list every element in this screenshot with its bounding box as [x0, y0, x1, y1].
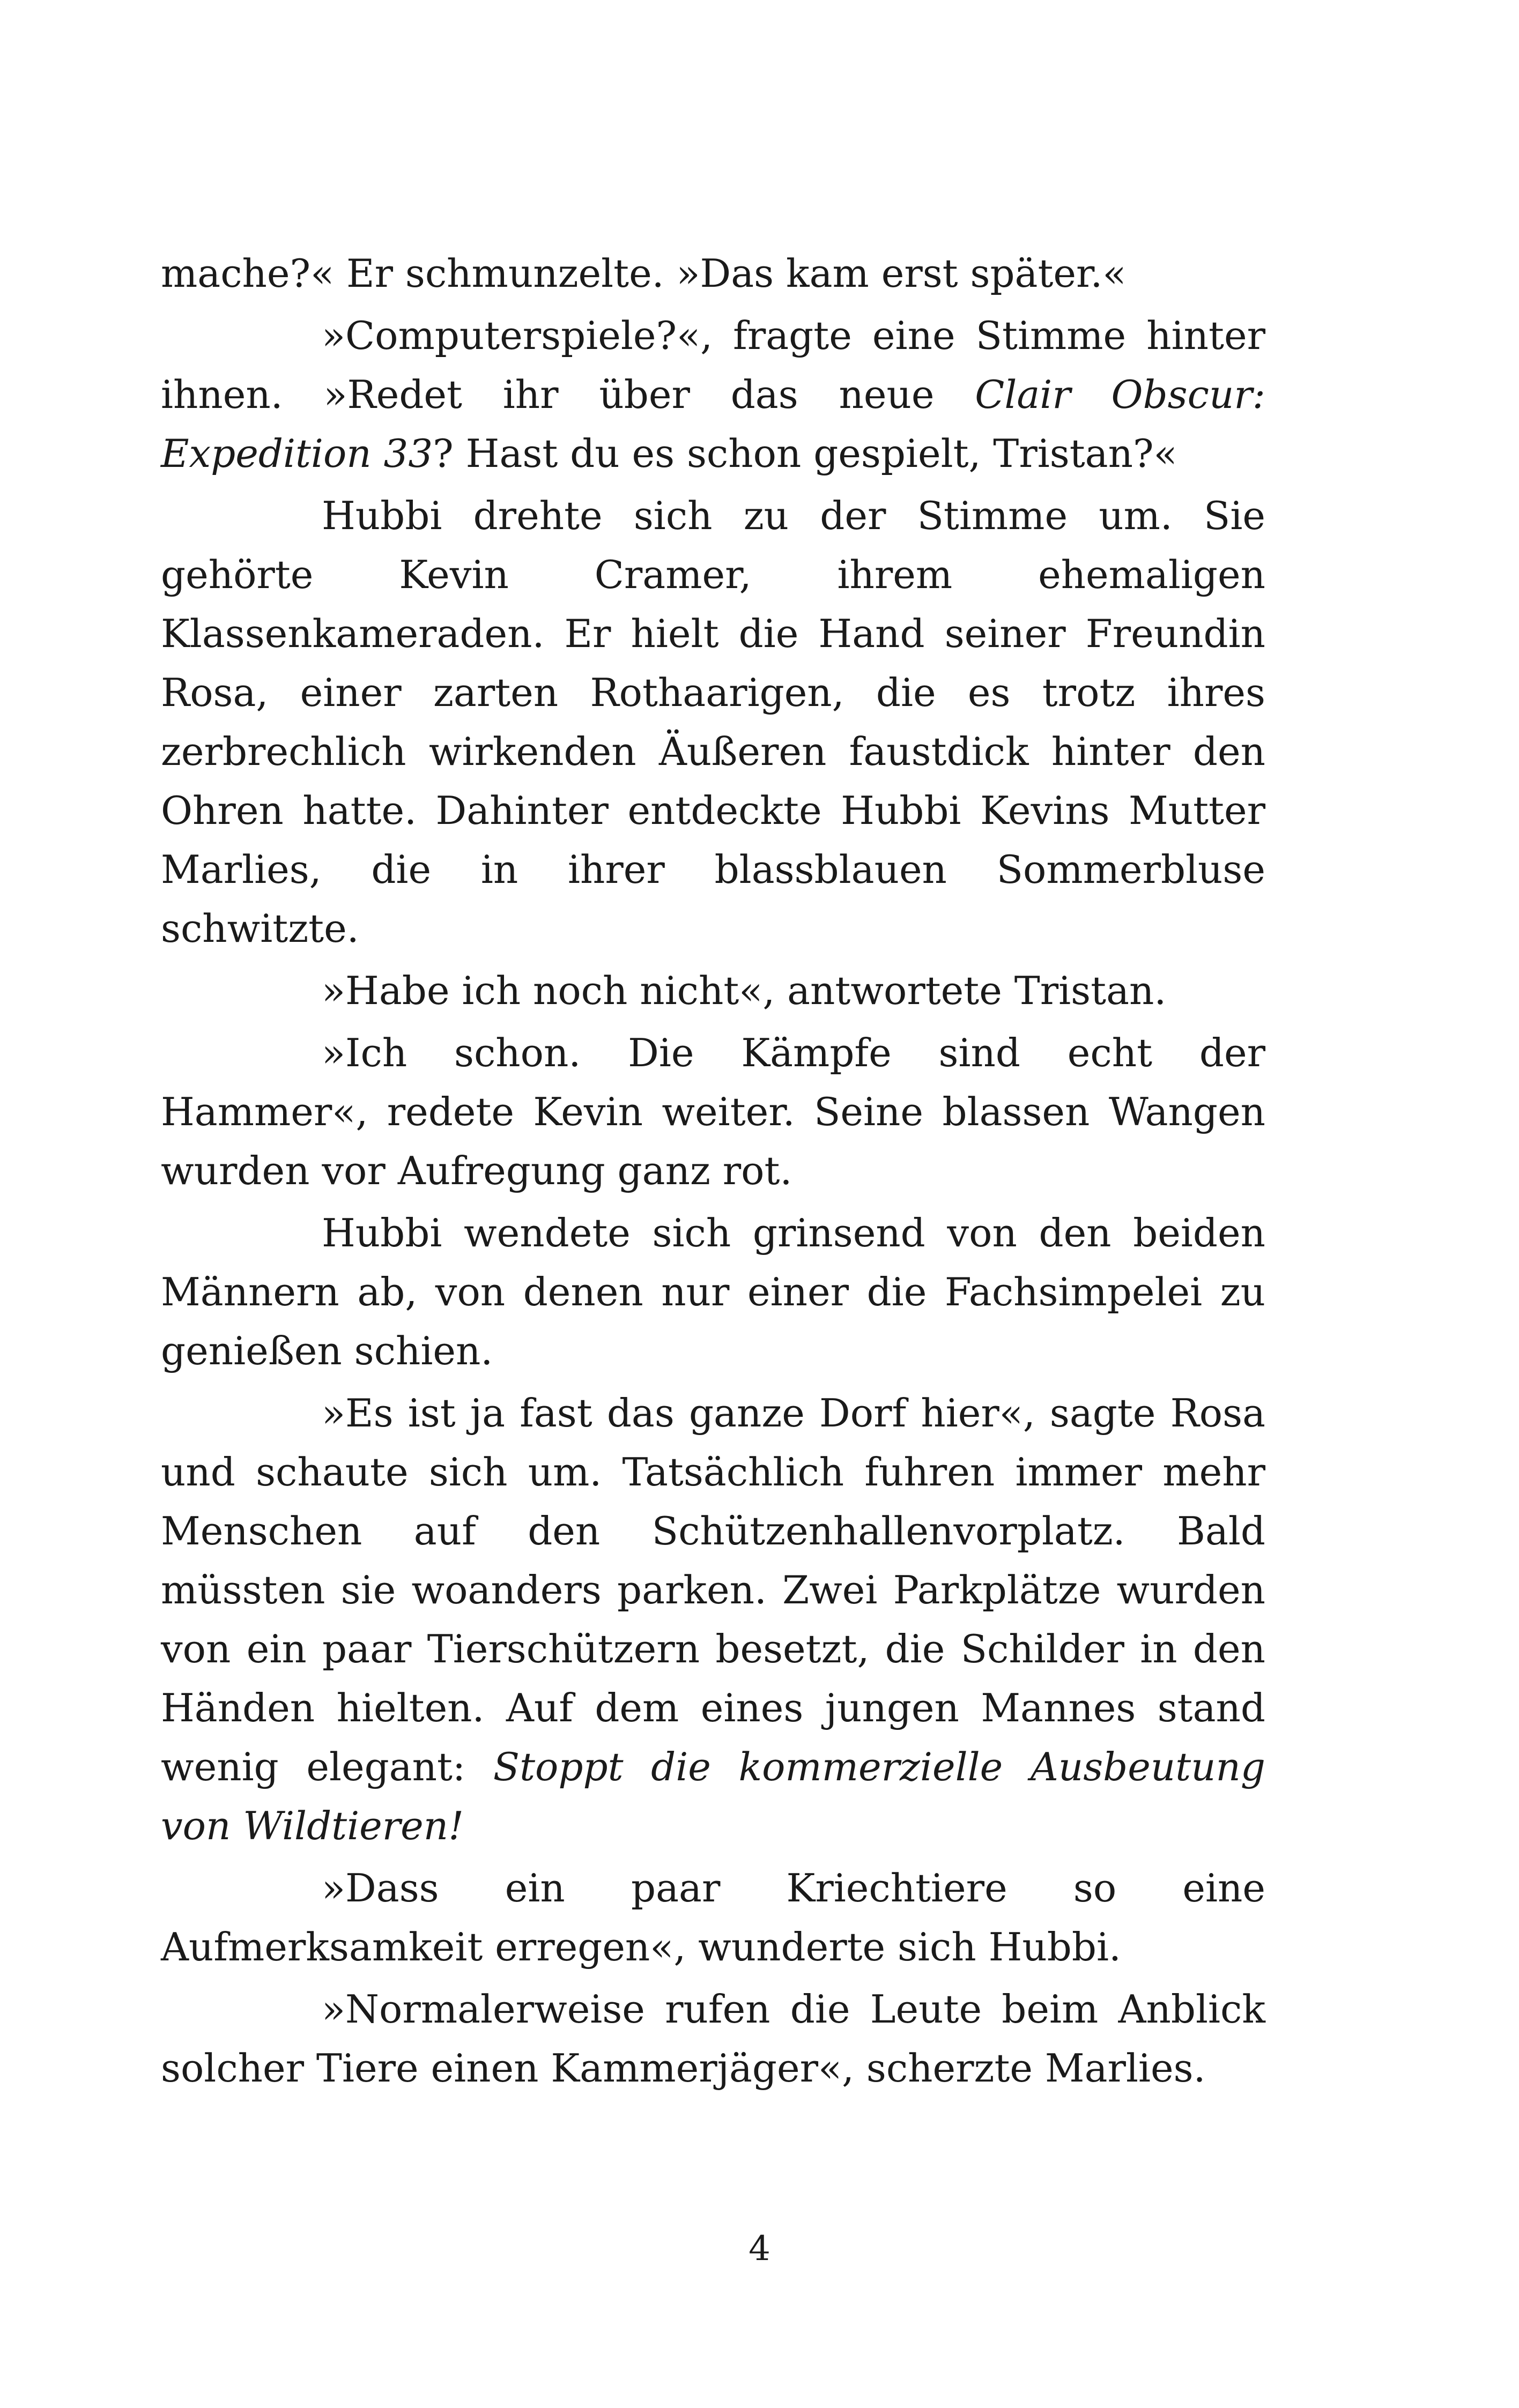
paragraph-2-italic-title: Clair Obscur: Expedition 33: [161, 372, 1265, 476]
paragraph-4: [161, 961, 1265, 1020]
paragraph-2-text-1: »Computerspiele?«, fragte eine Stimme hinter ihnen. »Redet ihr über das neue: [161, 313, 1265, 417]
paragraph-9-text-1: »Normalerweise rufen die Leute beim Anblick solcher Tiere einen Kammerjäger«, scherzte Marlies.: [161, 1987, 1265, 2091]
page-number: 4: [749, 2229, 770, 2269]
paragraph-9: [161, 1980, 1265, 2098]
paragraph-7: [161, 1384, 1265, 1855]
paragraph-3-text-1: Hubbi drehte sich zu der Stimme um. Sie gehörte Kevin Cramer, ihrem ehemaligen Klassenkameraden. Er hielt die Hand seiner Freundin Rosa, einer zarten Rothaarigen, die es trotz ihres zerbrechlich wirkenden Äußeren faustdick hinter den Ohren hatte. Dahinter entdeckte Hubbi Kevins Mutter Marlies, die in ihrer blassblauen Sommerbluse schwitzte.: [161, 493, 1265, 951]
body-text: [161, 244, 1265, 2098]
paragraph-2: [161, 306, 1265, 483]
paragraph-1: [161, 244, 1265, 303]
paragraph-8: [161, 1859, 1265, 1976]
paragraph-5: [161, 1023, 1265, 1200]
paragraph-3: [161, 486, 1265, 958]
paragraph-7-text-1: »Es ist ja fast das ganze Dorf hier«, sagte Rosa und schaute sich um. Tatsächlich fuhren immer mehr Menschen auf den Schützenhallenvorplatz. Bald müssten sie woanders parken. Zwei Parkplätze wurden von ein paar Tierschützern besetzt, die Schilder in den Händen hielten. Auf dem eines jungen Mannes stand wenig elegant:: [161, 1391, 1265, 1789]
paragraph-4-text-1: »Habe ich noch nicht«, antwortete Tristan.: [322, 968, 1167, 1013]
paragraph-2-text-2: ? Hast du es schon gespielt, Tristan?«: [433, 431, 1177, 476]
paragraph-6: [161, 1203, 1265, 1380]
paragraph-7-italic-sign: Stoppt die kommerzielle Ausbeutung von Wildtieren!: [161, 1744, 1265, 1848]
paragraph-1-text-1: mache?« Er schmunzelte. »Das kam erst später.«: [161, 251, 1127, 296]
paragraph-6-text-1: Hubbi wendete sich grinsend von den beiden Männern ab, von denen nur einer die Fachsimpelei zu genießen schien.: [161, 1210, 1265, 1373]
paragraph-8-text-1: »Dass ein paar Kriechtiere so eine Aufmerksamkeit erregen«, wunderte sich Hubbi.: [161, 1866, 1265, 1969]
paragraph-5-text-1: »Ich schon. Die Kämpfe sind echt der Hammer«, redete Kevin weiter. Seine blassen Wangen wurden vor Aufregung ganz rot.: [161, 1030, 1265, 1193]
